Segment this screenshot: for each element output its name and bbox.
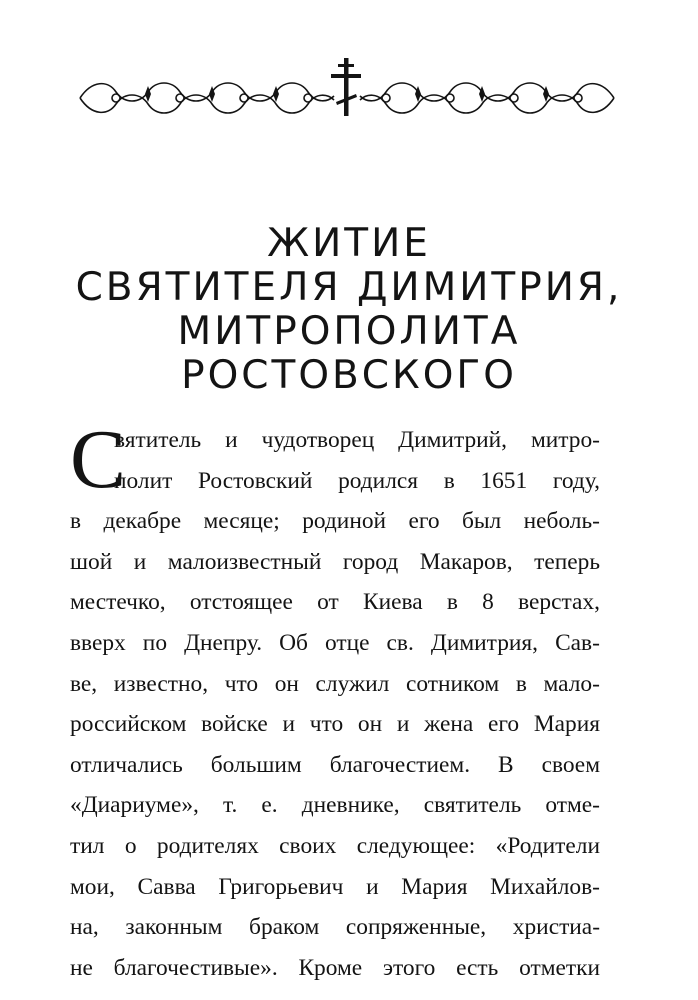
drop-cap: С bbox=[70, 413, 127, 506]
word: своих bbox=[279, 832, 337, 859]
word: отметки bbox=[519, 954, 600, 981]
word: в bbox=[443, 467, 455, 494]
word: месяце; bbox=[203, 508, 280, 535]
word: от bbox=[317, 589, 339, 616]
text-line bbox=[70, 664, 600, 705]
word: декабре bbox=[103, 508, 182, 535]
word: вятитель bbox=[114, 427, 202, 453]
word: его bbox=[408, 508, 440, 535]
word: Димитрий, bbox=[398, 427, 508, 453]
word: сопряженные, bbox=[345, 914, 487, 941]
word: неболь- bbox=[523, 508, 600, 535]
word: отме- bbox=[545, 792, 600, 819]
word: по bbox=[142, 629, 168, 656]
body-paragraph bbox=[70, 413, 600, 988]
word: своем bbox=[541, 751, 600, 778]
text-line bbox=[70, 785, 600, 826]
word: мои, bbox=[70, 873, 115, 900]
word: е. bbox=[261, 792, 278, 819]
word: 8 bbox=[482, 589, 494, 616]
word: родиной bbox=[302, 508, 387, 535]
word: Михайлов- bbox=[490, 873, 600, 900]
word: в bbox=[446, 589, 458, 616]
text-line bbox=[70, 461, 600, 502]
ornament-icon bbox=[72, 52, 622, 124]
word: 1651 bbox=[480, 467, 528, 494]
word: т. bbox=[222, 792, 238, 819]
word: вверх bbox=[70, 629, 126, 656]
text-line bbox=[70, 420, 600, 461]
word: «Родители bbox=[495, 832, 600, 859]
word: малоизвестный bbox=[167, 548, 322, 575]
word: дневнике, bbox=[301, 792, 400, 819]
word: отце bbox=[324, 629, 370, 656]
word: Григорьевич bbox=[218, 873, 344, 900]
word: «Диариуме», bbox=[70, 792, 199, 819]
word: верстах, bbox=[518, 589, 600, 616]
word: что bbox=[224, 670, 259, 697]
word: сотником bbox=[405, 670, 500, 697]
title-line: ЖИТИЕ bbox=[267, 221, 431, 266]
word: есть bbox=[456, 954, 499, 981]
word: служил bbox=[315, 670, 390, 697]
word: чудотворец bbox=[261, 427, 375, 453]
word: Мария bbox=[533, 711, 600, 738]
text-line bbox=[70, 826, 600, 867]
text-line bbox=[70, 542, 600, 583]
word: большим bbox=[210, 751, 302, 778]
ornament-header bbox=[72, 52, 622, 124]
word: город bbox=[342, 548, 399, 575]
word: был bbox=[461, 508, 502, 535]
word: он bbox=[357, 711, 383, 738]
word: российском bbox=[70, 711, 187, 738]
word: и bbox=[396, 711, 410, 738]
text-line bbox=[70, 501, 600, 542]
word: Кроме bbox=[298, 954, 363, 981]
word: благочестивые». bbox=[113, 954, 278, 981]
word: следующее: bbox=[356, 832, 476, 859]
word: Димитрия, bbox=[430, 629, 539, 656]
word: и bbox=[282, 711, 296, 738]
word: и bbox=[225, 427, 238, 453]
word: родителях bbox=[156, 832, 259, 859]
word: и bbox=[133, 548, 147, 575]
word: жена bbox=[424, 711, 474, 738]
word: году, bbox=[552, 467, 600, 494]
text-line bbox=[70, 907, 600, 948]
word: мало- bbox=[543, 670, 600, 697]
word: известно, bbox=[113, 670, 209, 697]
word: Ростовский bbox=[198, 467, 313, 494]
word: не bbox=[70, 954, 93, 981]
word: отличались bbox=[70, 751, 183, 778]
word: браком bbox=[249, 914, 320, 941]
word: отстоящее bbox=[189, 589, 293, 616]
word: Мария bbox=[401, 873, 468, 900]
title-line: СВЯТИТЕЛЯ ДИМИТРИЯ, bbox=[75, 265, 623, 310]
word: митро- bbox=[530, 427, 600, 453]
page-title bbox=[0, 222, 698, 398]
title-line: РОСТОВСКОГО bbox=[181, 353, 517, 398]
word: в bbox=[70, 508, 82, 535]
word: на, bbox=[70, 914, 99, 941]
word: Сав- bbox=[555, 629, 600, 656]
word: Макаров, bbox=[419, 548, 513, 575]
title-line: МИТРОПОЛИТА bbox=[177, 309, 521, 354]
word: ве, bbox=[70, 670, 98, 697]
word: полит bbox=[114, 467, 173, 494]
word: законным bbox=[125, 914, 223, 941]
word: шой bbox=[70, 548, 113, 575]
word: он bbox=[274, 670, 299, 697]
text-line bbox=[70, 623, 600, 664]
word: тил bbox=[70, 832, 105, 859]
word: В bbox=[498, 751, 514, 778]
word: святитель bbox=[423, 792, 522, 819]
word: теперь bbox=[534, 548, 600, 575]
word: Киева bbox=[363, 589, 423, 616]
word: благочестием. bbox=[329, 751, 471, 778]
text-line bbox=[70, 745, 600, 786]
word: что bbox=[309, 711, 344, 738]
word: св. bbox=[386, 629, 414, 656]
word: и bbox=[366, 873, 379, 900]
text-line bbox=[70, 704, 600, 745]
word: в bbox=[515, 670, 527, 697]
word: войске bbox=[201, 711, 268, 738]
word: Днепру. bbox=[184, 629, 263, 656]
word: Об bbox=[279, 629, 308, 656]
word: Савва bbox=[137, 873, 196, 900]
word: местечко, bbox=[70, 589, 166, 616]
word: христиа- bbox=[512, 914, 600, 941]
text-line bbox=[70, 948, 600, 989]
word: его bbox=[487, 711, 520, 738]
word: родился bbox=[338, 467, 419, 494]
word: этого bbox=[382, 954, 436, 981]
word: о bbox=[124, 832, 137, 859]
text-line bbox=[70, 867, 600, 908]
text-line bbox=[70, 582, 600, 623]
